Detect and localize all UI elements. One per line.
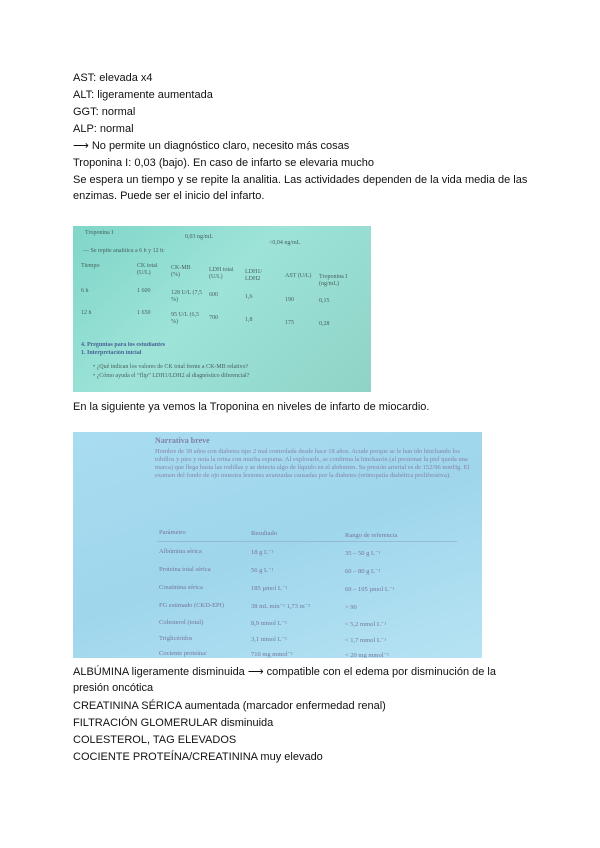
photo2-r1-param: Albúmina sérica [159, 548, 202, 555]
photo1-col-ckmb: CK-MB (%) [171, 265, 191, 278]
photo1-item1: 1. Interpretación inicial [81, 350, 142, 356]
photo2-r5-param: Colesterol (total) [159, 619, 204, 626]
photo2-r7-result: 710 mg mmol⁻¹ [251, 651, 293, 658]
photo2-r1-range: 35 – 50 g L⁻¹ [345, 550, 381, 557]
photo1-r2-ck: 1 650 [137, 310, 151, 316]
note-creatinina: CREATININA SÉRICA aumentada (marcador enfermedad renal) [73, 700, 386, 712]
note-filtracion: FILTRACIÓN GLOMERULAR disminuida [73, 717, 274, 729]
photo-table-troponina [73, 226, 371, 392]
photo1-section-title: 4. Preguntas para los estudiantes [81, 342, 166, 348]
photo2-r7-range: < 20 mg mmol⁻¹ [345, 652, 389, 658]
photo1-r1-tiempo: 6 h [81, 288, 89, 294]
photo2-r2-param: Proteína total sérica [159, 566, 211, 573]
note-cociente: COCIENTE PROTEÍNA/CREATININA muy elevado [73, 751, 323, 763]
photo1-subheader: — Se repite analítica a 6 h y 12 h: [83, 248, 165, 254]
photo1-r2-ckmb: 95 U/L (6,5 %) [171, 312, 199, 325]
photo1-r1-trop: 0,15 [319, 298, 330, 304]
photo1-bullet2: • ¿Cómo ayuda el “flip” LDH1/LDH2 al diagnóstico diferencial? [93, 373, 250, 379]
photo1-col-tiempo: Tiempo [81, 263, 100, 269]
photo1-r1-ast: 190 [285, 297, 294, 303]
photo1-header-mid: 0,03 ng/mL [185, 234, 213, 240]
photo2-r5-result: 8,9 mmol L⁻¹ [251, 620, 287, 627]
photo1-col-ast: AST (U/L) [285, 273, 312, 279]
note-conclusion: ⟶ No permite un diagnóstico claro, necesito más cosas [73, 140, 350, 152]
photo2-r1-result: 18 g L⁻¹ [251, 549, 274, 556]
photo-clinical-case [73, 432, 482, 658]
photo2-r7-param: Cociente proteína/ [159, 650, 207, 657]
photo2-r3-range: 60 – 105 µmol L⁻¹ [345, 586, 395, 593]
photo1-r1-ckmb: 128 U/L (7,5 %) [171, 290, 202, 303]
photo1-col-trop: Troponina I (ng/mL) [319, 274, 348, 287]
photo2-r4-result: 38 mL min⁻¹ 1,73 m⁻² [251, 603, 311, 610]
photo1-col-ldh-ratio: LDH1/ LDH2 [245, 269, 262, 282]
photo1-header-left: Troponina I [85, 230, 114, 236]
photo1-r2-ldh: 700 [209, 315, 218, 321]
photo2-r3-param: Creatinina sérica [159, 584, 203, 591]
note-alt: ALT: ligeramente aumentada [73, 89, 213, 101]
photo1-r2-tiempo: 12 h [81, 310, 92, 316]
photo1-header-right: <0,04 ng/mL [269, 240, 301, 246]
caption-troponina: En la siguiente ya vemos la Troponina en niveles de infarto de miocardio. [73, 401, 430, 413]
photo2-r6-range: < 1,7 mmol L⁻¹ [345, 637, 387, 644]
photo1-col-ldh: LDH total (U/L) [209, 267, 234, 280]
photo2-r3-result: 185 µmol L⁻¹ [251, 585, 288, 592]
photo1-r2-trop: 0,28 [319, 321, 330, 327]
photo2-header-rule [157, 541, 457, 542]
photo2-r6-result: 3,1 mmol L⁻¹ [251, 636, 287, 643]
photo2-title: Narrativa breve [155, 436, 210, 445]
photo2-r6-param: Triglicéridos [159, 635, 193, 642]
note-troponina: Troponina I: 0,03 (bajo). En caso de infarto se elevaria mucho [73, 157, 375, 169]
note-alp: ALP: normal [73, 123, 134, 135]
photo2-r2-result: 56 g L⁻¹ [251, 567, 274, 574]
photo1-r2-ratio: 1,8 [245, 317, 253, 323]
photo2-col-result: Resultado [251, 530, 277, 537]
photo2-col-param: Parámetro [159, 529, 186, 536]
photo2-r5-range: < 5,2 mmol L⁻¹ [345, 621, 387, 628]
note-ast: AST: elevada x4 [73, 72, 153, 84]
note-ggt: GGT: normal [73, 106, 136, 118]
note-paragraph: Se espera un tiempo y se repite la analitia. Las actividades dependen de la vida media de las enzimas. Puede ser el inicio del infarto. [73, 174, 528, 202]
photo1-r1-ldh: 600 [209, 292, 218, 298]
photo1-r1-ratio: 1,6 [245, 294, 253, 300]
photo2-r4-param: FG estimado (CKD-EPI) [159, 602, 224, 609]
photo2-r4-range: > 90 [345, 604, 357, 611]
note-albumina: ALBÚMINA ligeramente disminuida ⟶ compatible con el edema por disminución de la presión oncótica [73, 666, 496, 694]
photo2-narrative: Hombre de 39 años con diabetes tipo 2 mal controlada desde hace 18 años. Acude porque se le han ido hinchando los tobillos y pies y nota la orina con mucha espuma. Al explorarle, se confirma la hinchazón (al presionar la piel queda una marca) que llega hasta las rodillas y se detecta algo de líquido en el abdomen. Su presión arterial es de 152/96 mmHg. El examen del fondo de ojo muestra lesiones avanzadas causadas por la diabetes (retinopatía diabética proliferativa). [155, 448, 470, 479]
photo1-r2-ast: 175 [285, 320, 294, 326]
note-colesterol: COLESTEROL, TAG ELEVADOS [73, 734, 237, 746]
photo1-bullet1: • ¿Qué indican los valores de CK total frente a CK-MB relativo? [93, 364, 249, 370]
photo2-col-range: Rango de referencia [345, 532, 398, 539]
photo1-col-ck: CK total (U/L) [137, 263, 158, 276]
photo1-r1-ck: 1 600 [137, 288, 151, 294]
photo2-r2-range: 60 – 80 g L⁻¹ [345, 568, 381, 575]
